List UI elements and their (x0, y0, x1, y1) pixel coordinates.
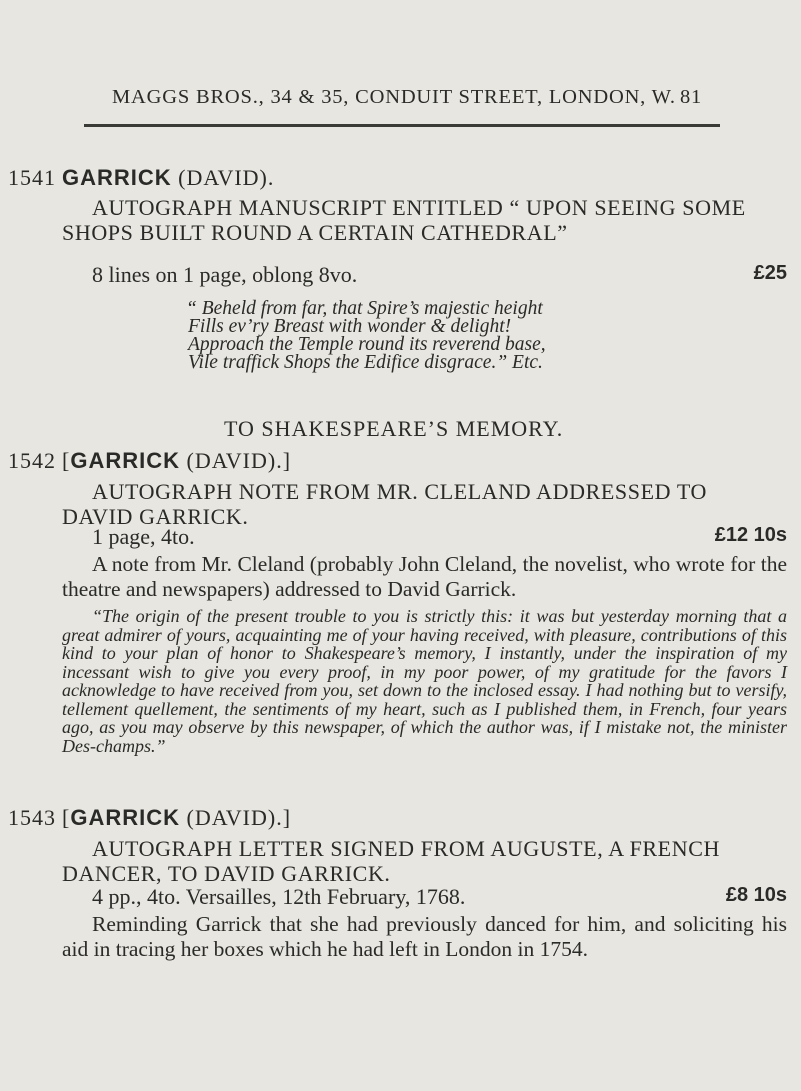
heading-prefix: [ (62, 448, 71, 473)
heading-name: GARRICK (62, 165, 172, 190)
lot-price: £25 (753, 262, 787, 284)
lot-description: Reminding Garrick that she had previously danced for him, and soliciting his aid in tracing her boxes which he had left in London in 1754. (62, 912, 787, 961)
lot-price: £12 10s (714, 524, 787, 546)
lot-number: 1542 (8, 448, 56, 473)
lot-collation (62, 262, 787, 288)
lot-title: AUTOGRAPH MANUSCRIPT ENTITLED “ UPON SEEING SOME SHOPS BUILT ROUND A CERTAIN CATHEDRAL” (62, 195, 746, 245)
collation-text: 8 lines on 1 page, oblong 8vo. (92, 262, 358, 287)
lot-heading (62, 448, 291, 474)
heading-name: GARRICK (70, 805, 180, 830)
header-text: MAGGS BROS., 34 & 35, CONDUIT STREET, LONDON, W. (112, 86, 676, 108)
lot-collation (62, 524, 787, 550)
heading-rest: (DAVID).] (180, 805, 292, 830)
page-number: 81 (680, 86, 703, 108)
lot-number: 1543 (8, 805, 56, 830)
verse-line: Approach the Temple round its reverend base, (188, 334, 546, 355)
lot-title: AUTOGRAPH LETTER SIGNED FROM AUGUSTE, A FRENCH DANCER, TO DAVID GARRICK. (62, 836, 720, 886)
lot-heading (62, 165, 274, 191)
verse-line: Vile traffick Shops the Edifice disgrace.” Etc. (188, 352, 543, 373)
header-rule (84, 124, 720, 127)
lot-number: 1541 (8, 165, 56, 190)
lot-title: AUTOGRAPH NOTE FROM MR. CLELAND ADDRESSED TO DAVID GARRICK. (62, 479, 707, 529)
verse-line: “ Beheld from far, that Spire’s majestic height (186, 298, 543, 319)
verse-quotation (186, 300, 746, 372)
heading-rest: (DAVID).] (180, 448, 292, 473)
lot-collation (62, 884, 787, 910)
heading-rest: (DAVID). (171, 165, 275, 190)
lot-description: A note from Mr. Cleland (probably John Cleland, the novelist, who wrote for the theatre and newspapers) addressed to David Garrick. (62, 552, 787, 601)
lot-quotation: “The origin of the present trouble to you is strictly this: it was but yesterday morning that a great admirer of yours, acquainting me of your having received, with pleasure, contributions of this kind to your plan of honor to Shakespeare’s memory, I instantly, under the inspiration of my incessant wish to give you every proof, in my poor power, of my gratitude for the favors I acknowledge to have received from you, set down to the inclosed essay. I had nothing but to versify, tellement quellement, the sentiments of my heart, such as I published them, in French, four years ago, as you may observe by this newspaper, of which the author was, if I mistake not, the minister Des-champs.” (62, 606, 787, 756)
verse-line: Fills ev’ry Breast with wonder & delight! (188, 316, 512, 337)
section-caption: TO SHAKESPEARE’S MEMORY. (224, 416, 564, 441)
heading-name: GARRICK (70, 448, 180, 473)
running-header (112, 86, 712, 109)
collation-text: 1 page, 4to. (92, 524, 195, 549)
lot-heading (62, 805, 291, 831)
heading-prefix: [ (62, 805, 71, 830)
collation-text: 4 pp., 4to. Versailles, 12th February, 1768. (92, 884, 466, 909)
lot-price: £8 10s (725, 884, 787, 906)
